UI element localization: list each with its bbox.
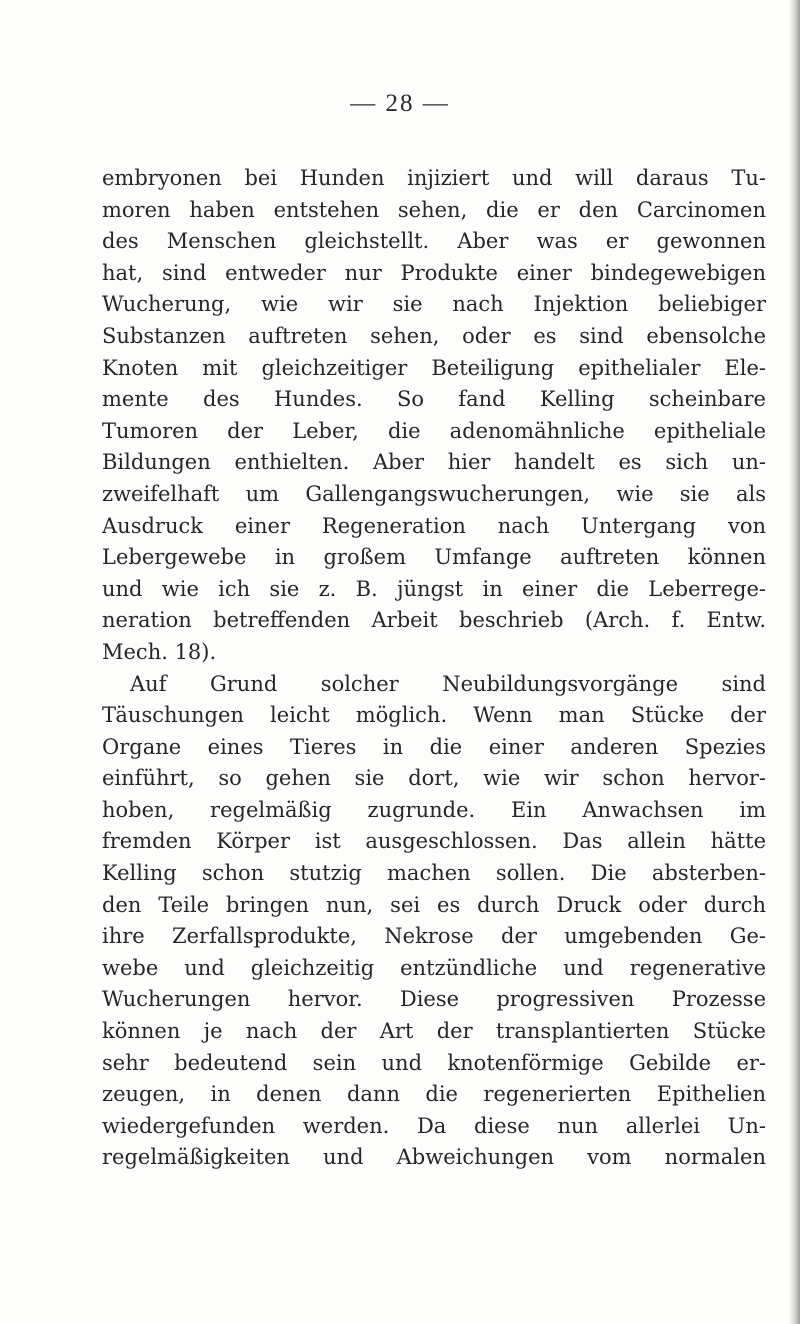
text-line: Organe eines Tieres in die einer anderen Spezies [102,734,766,759]
text-line: Substanzen auftreten sehen, oder es sind ebensolche [102,323,766,348]
text-line: Wucherungen hervor. Diese progressiven Prozesse [102,987,766,1012]
text-line: den Teile bringen nun, sei es durch Druck oder durch [102,892,766,917]
text-line: neration betreffenden Arbeit beschrieb (Arch. f. Entw. [102,608,766,633]
text-line: mente des Hundes. So fand Kelling scheinbare [102,387,766,412]
text-line: zweifelhaft um Gallengangswucherungen, wie sie als [102,481,766,506]
text-line: sehr bedeutend sein und knotenförmige Gebilde er- [102,1050,766,1075]
page-number: — 28 — [350,90,450,117]
text-line: Auf Grund solcher Neubildungsvorgänge sind [130,671,766,696]
text-line: wiedergefunden werden. Da diese nun allerlei Un- [102,1113,766,1138]
text-line: können je nach der Art der transplantierten Stücke [102,1019,766,1044]
text-line: hoben, regelmäßig zugrunde. Ein Anwachsen im [102,797,766,822]
text-line: webe und gleichzeitig entzündliche und regenerative [102,955,766,980]
text-line: ihre Zerfallsprodukte, Nekrose der umgebenden Ge- [102,924,766,949]
text-line: Knoten mit gleichzeitiger Beteiligung epithelialer Ele- [102,355,766,380]
text-line: Täuschungen leicht möglich. Wenn man Stücke der [102,703,766,728]
text-line: Lebergewebe in großem Umfange auftreten können [102,545,766,570]
text-line: einführt, so gehen sie dort, wie wir schon hervor- [102,766,766,791]
text-line: zeugen, in denen dann die regenerierten Epithelien [102,1082,766,1107]
text-line: Bildungen enthielten. Aber hier handelt es sich un- [102,450,766,475]
text-line: embryonen bei Hunden injiziert und will daraus Tu- [102,166,766,190]
text-line: Wucherung, wie wir sie nach Injektion beliebiger [102,292,766,317]
paragraph-1 [102,163,766,669]
text-line: Tumoren der Leber, die adenomähnliche epitheliale [102,418,766,443]
text-line: hat, sind entweder nur Produkte einer bindegewebigen [102,260,766,285]
text-line: des Menschen gleichstellt. Aber was er gewonnen [102,229,766,254]
text-line: Kelling schon stutzig machen sollen. Die absterben- [102,861,766,886]
page-edge-shadow [790,0,800,1324]
text-line: fremden Körper ist ausgeschlossen. Das allein hätte [102,829,766,854]
paragraph-2 [102,669,766,1175]
body-text [102,163,766,1174]
text-line: und wie ich sie z. B. jüngst in einer die Leberrege- [102,576,766,601]
text-line: Ausdruck einer Regeneration nach Untergang von [102,513,766,538]
text-line: moren haben entstehen sehen, die er den Carcinomen [102,197,766,222]
text-line: regelmäßigkeiten und Abweichungen vom normalen [102,1145,766,1170]
text-line: Mech. 18). [102,639,217,664]
